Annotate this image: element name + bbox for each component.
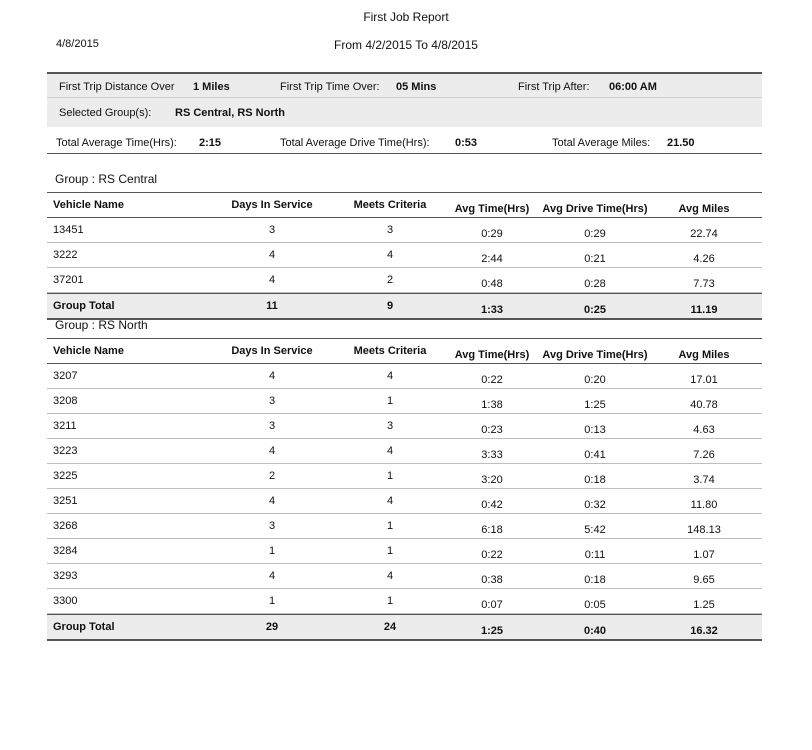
avg-time: 6:18 <box>481 524 503 536</box>
days-in-service: 4 <box>268 370 276 382</box>
avg-time: 3:33 <box>481 449 503 461</box>
criteria-row-trip <box>47 72 762 97</box>
meets-criteria: 1 <box>386 595 394 607</box>
criteria-row-averages <box>47 128 762 154</box>
days-in-service: 1 <box>268 595 276 607</box>
vehicle-name: 3207 <box>53 370 78 382</box>
vehicle-name: 3211 <box>53 420 77 432</box>
avg-time: 0:29 <box>481 228 503 240</box>
col-avg-time: Avg Time(Hrs) <box>454 349 530 361</box>
col-avg-drive-time: Avg Drive Time(Hrs) <box>542 203 648 215</box>
col-avg-miles: Avg Miles <box>678 203 730 215</box>
avg-drive-time: 0:21 <box>584 253 606 265</box>
vehicle-name: 37201 <box>53 274 84 286</box>
avg-drive-time: 0:13 <box>584 424 606 436</box>
avg-miles: 7.26 <box>693 449 715 461</box>
col-meets-criteria: Meets Criteria <box>353 199 427 211</box>
avg-miles: 40.78 <box>690 399 718 411</box>
col-vehicle-name: Vehicle Name <box>53 199 124 211</box>
col-days-in-service: Days In Service <box>231 345 313 357</box>
group-heading: Group : RS Central <box>55 172 158 186</box>
col-avg-drive-time: Avg Drive Time(Hrs) <box>542 349 648 361</box>
days-in-service: 3 <box>268 420 276 432</box>
total-avg-miles: 11.19 <box>690 304 718 316</box>
meets-criteria: 1 <box>386 545 394 557</box>
vehicle-name: 3300 <box>53 595 78 607</box>
table-row <box>47 243 762 268</box>
avg-drive-time: 0:11 <box>584 549 606 561</box>
total-meets: 24 <box>383 621 397 633</box>
avg-drive-time: 0:41 <box>584 449 606 461</box>
meets-criteria: 3 <box>386 224 394 236</box>
meets-criteria: 1 <box>386 395 394 407</box>
avg-miles: 11.80 <box>690 499 718 511</box>
total-label: Group Total <box>53 621 115 633</box>
avg-miles: 4.26 <box>693 253 715 265</box>
avg-miles: 3.74 <box>693 474 715 486</box>
table-row <box>47 414 762 439</box>
group-heading: Group : RS North <box>55 318 148 332</box>
avg-time: 0:07 <box>481 599 503 611</box>
vehicle-name: 3284 <box>53 545 78 557</box>
avg-time: 0:38 <box>481 574 503 586</box>
days-in-service: 4 <box>268 570 276 582</box>
total-avg-miles: 16.32 <box>690 625 718 637</box>
table-row <box>47 218 762 243</box>
avg-drive-time: 1:25 <box>584 399 606 411</box>
time-value: 05 Mins <box>396 81 437 93</box>
meets-criteria: 4 <box>386 570 394 582</box>
days-in-service: 1 <box>268 545 276 557</box>
col-vehicle-name: Vehicle Name <box>53 345 124 357</box>
group-total-row <box>47 293 762 320</box>
avg-miles-label: Total Average Miles: <box>552 137 651 149</box>
avg-time: 0:42 <box>481 499 503 511</box>
distance-label: First Trip Distance Over <box>59 81 175 93</box>
avg-miles: 148.13 <box>687 524 721 536</box>
after-value: 06:00 AM <box>609 81 657 93</box>
total-days: 29 <box>265 621 279 633</box>
col-avg-time: Avg Time(Hrs) <box>454 203 530 215</box>
col-avg-miles: Avg Miles <box>678 349 730 361</box>
vehicle-name: 3251 <box>53 495 78 507</box>
groups-label: Selected Group(s): <box>59 107 152 119</box>
avg-time-label: Total Average Time(Hrs): <box>56 137 177 149</box>
table-row <box>47 539 762 564</box>
meets-criteria: 3 <box>386 420 394 432</box>
vehicle-name: 3293 <box>53 570 78 582</box>
avg-drive-time: 0:29 <box>584 228 606 240</box>
avg-miles: 9.65 <box>693 574 715 586</box>
total-label: Group Total <box>53 300 115 312</box>
vehicle-name: 3208 <box>53 395 78 407</box>
table-header <box>47 338 762 364</box>
total-avg-time: 1:33 <box>480 304 504 316</box>
avg-time: 2:44 <box>481 253 503 265</box>
group-table-rs-central <box>47 192 762 320</box>
total-days: 11 <box>266 300 278 312</box>
groups-value: RS Central, RS North <box>175 107 286 119</box>
days-in-service: 3 <box>268 520 276 532</box>
avg-time: 0:22 <box>481 549 503 561</box>
avg-miles: 1.25 <box>693 599 715 611</box>
vehicle-name: 3225 <box>53 470 78 482</box>
avg-time-value: 2:15 <box>199 137 222 149</box>
meets-criteria: 4 <box>386 495 394 507</box>
table-row <box>47 514 762 539</box>
table-row <box>47 489 762 514</box>
vehicle-name: 3223 <box>53 445 78 457</box>
table-row <box>47 389 762 414</box>
avg-time: 0:48 <box>481 278 503 290</box>
total-avg-drive-time: 0:25 <box>583 304 607 316</box>
vehicle-name: 13451 <box>53 224 84 236</box>
avg-miles: 17.01 <box>690 374 718 386</box>
table-row <box>47 589 762 614</box>
group-table-rs-north <box>47 338 762 641</box>
avg-drive-time: 5:42 <box>584 524 606 536</box>
avg-drive-time: 0:05 <box>584 599 606 611</box>
avg-drive-time: 0:18 <box>584 574 606 586</box>
col-days-in-service: Days In Service <box>231 199 313 211</box>
table-header <box>47 192 762 218</box>
report-date-range: From 4/2/2015 To 4/8/2015 <box>334 38 478 52</box>
report-title: First Job Report <box>363 10 449 24</box>
meets-criteria: 4 <box>386 249 394 261</box>
avg-drive-time: 0:18 <box>584 474 606 486</box>
meets-criteria: 4 <box>386 445 394 457</box>
time-label: First Trip Time Over: <box>280 81 380 93</box>
days-in-service: 4 <box>268 249 276 261</box>
vehicle-name: 3268 <box>53 520 78 532</box>
avg-miles: 4.63 <box>693 424 715 436</box>
vehicle-name: 3222 <box>53 249 78 261</box>
avg-drive-time: 0:28 <box>584 278 606 290</box>
table-row <box>47 268 762 293</box>
col-meets-criteria: Meets Criteria <box>353 345 427 357</box>
table-row <box>47 364 762 389</box>
table-row <box>47 564 762 589</box>
meets-criteria: 4 <box>386 370 394 382</box>
days-in-service: 3 <box>268 395 276 407</box>
meets-criteria: 1 <box>386 520 394 532</box>
group-total-row <box>47 614 762 641</box>
after-label: First Trip After: <box>518 81 590 93</box>
avg-time: 0:22 <box>481 374 503 386</box>
avg-time: 0:23 <box>481 424 503 436</box>
avg-drive-time: 0:20 <box>584 374 606 386</box>
avg-miles-value: 21.50 <box>667 137 695 149</box>
table-row <box>47 439 762 464</box>
total-avg-drive-time: 0:40 <box>583 625 607 637</box>
avg-drive-time: 0:32 <box>584 499 606 511</box>
avg-miles: 7.73 <box>693 278 715 290</box>
days-in-service: 4 <box>268 445 276 457</box>
avg-miles: 1.07 <box>693 549 715 561</box>
avg-time: 1:38 <box>481 399 503 411</box>
avg-drive-label: Total Average Drive Time(Hrs): <box>280 137 430 149</box>
meets-criteria: 2 <box>386 274 394 286</box>
avg-time: 3:20 <box>481 474 503 486</box>
total-meets: 9 <box>386 300 394 312</box>
avg-drive-value: 0:53 <box>455 137 478 149</box>
criteria-row-groups <box>47 97 762 127</box>
days-in-service: 3 <box>268 224 276 236</box>
days-in-service: 4 <box>268 495 276 507</box>
report-date: 4/8/2015 <box>56 38 99 50</box>
total-avg-time: 1:25 <box>480 625 504 637</box>
distance-value: 1 Miles <box>193 81 230 93</box>
meets-criteria: 1 <box>386 470 394 482</box>
days-in-service: 2 <box>268 470 276 482</box>
table-row <box>47 464 762 489</box>
days-in-service: 4 <box>268 274 276 286</box>
avg-miles: 22.74 <box>690 228 718 240</box>
